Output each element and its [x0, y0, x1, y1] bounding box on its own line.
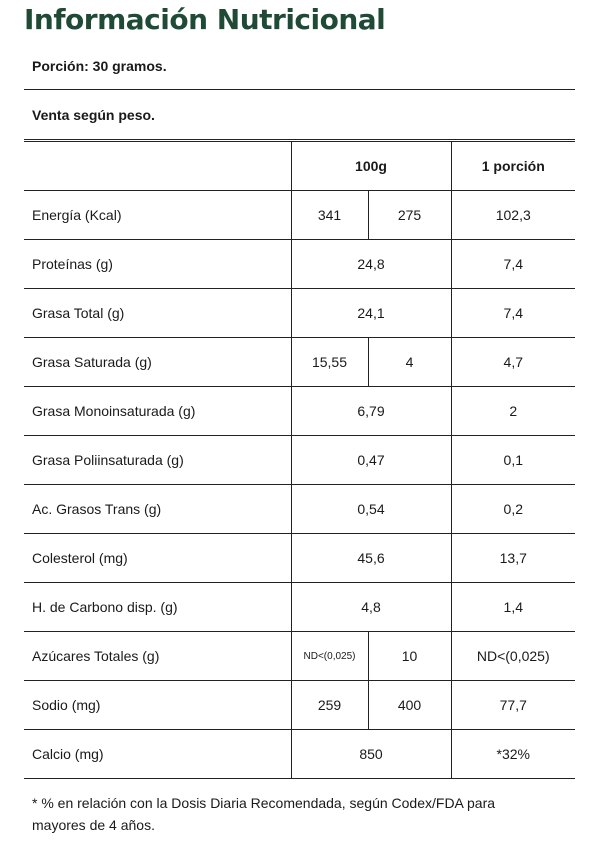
value-100g-b: 4: [368, 338, 451, 387]
value-100g: 24,1: [291, 289, 451, 338]
value-100g: 850: [291, 730, 451, 779]
table-row: [24, 730, 575, 779]
value-portion: 0,2: [451, 485, 575, 534]
table-row: [24, 485, 575, 534]
value-100g: 4,8: [291, 583, 451, 632]
portion-info: Porción: 30 gramos.: [24, 42, 575, 90]
table-header-row: [24, 142, 575, 191]
value-portion: 13,7: [451, 534, 575, 583]
table-row: [24, 534, 575, 583]
value-100g: 24,8: [291, 240, 451, 289]
nutrient-label: Grasa Monoinsaturada (g): [24, 387, 291, 436]
page-title: Información Nutricional: [24, 3, 386, 36]
nutrient-label: Calcio (mg): [24, 730, 291, 779]
nutrient-label: Azúcares Totales (g): [24, 632, 291, 681]
nutrient-label: Grasa Poliinsaturada (g): [24, 436, 291, 485]
table-row: [24, 387, 575, 436]
value-100g-b: 10: [368, 632, 451, 681]
header-blank-cell: [24, 142, 291, 191]
value-100g: 0,54: [291, 485, 451, 534]
table-row: [24, 583, 575, 632]
table-row: [24, 289, 575, 338]
nutrient-label: Energía (Kcal): [24, 191, 291, 240]
value-100g: 45,6: [291, 534, 451, 583]
value-100g: 6,79: [291, 387, 451, 436]
value-portion: ND<(0,025): [451, 632, 575, 681]
header-100g: 100g: [291, 142, 451, 191]
value-100g-a: 15,55: [291, 338, 368, 387]
header-portion: 1 porción: [451, 142, 575, 191]
value-portion: 7,4: [451, 289, 575, 338]
table-row: [24, 681, 575, 730]
table-row: [24, 191, 575, 240]
value-100g: 0,47: [291, 436, 451, 485]
table-row: [24, 436, 575, 485]
nutrient-label: Colesterol (mg): [24, 534, 291, 583]
nutrient-label: Grasa Total (g): [24, 289, 291, 338]
value-100g-a: 341: [291, 191, 368, 240]
table-row: [24, 338, 575, 387]
nutrient-label: Proteínas (g): [24, 240, 291, 289]
value-100g-a: ND<(0,025): [291, 632, 368, 681]
value-portion: 102,3: [451, 191, 575, 240]
nutrition-table: [24, 141, 575, 779]
value-portion: 77,7: [451, 681, 575, 730]
value-100g-b: 275: [368, 191, 451, 240]
table-row: [24, 240, 575, 289]
value-100g-a: 259: [291, 681, 368, 730]
footnote: * % en relación con la Dosis Diaria Recomendada, según Codex/FDA para mayores de 4 años.: [32, 795, 496, 833]
value-portion: 4,7: [451, 338, 575, 387]
sale-info: Venta según peso.: [24, 90, 575, 140]
nutrient-label: Sodio (mg): [24, 681, 291, 730]
table-row: [24, 632, 575, 681]
value-portion: 7,4: [451, 240, 575, 289]
value-portion: 2: [451, 387, 575, 436]
nutrient-label: H. de Carbono disp. (g): [24, 583, 291, 632]
value-portion: *32%: [451, 730, 575, 779]
value-portion: 1,4: [451, 583, 575, 632]
nutrient-label: Ac. Grasos Trans (g): [24, 485, 291, 534]
value-100g-b: 400: [368, 681, 451, 730]
value-portion: 0,1: [451, 436, 575, 485]
nutrient-label: Grasa Saturada (g): [24, 338, 291, 387]
